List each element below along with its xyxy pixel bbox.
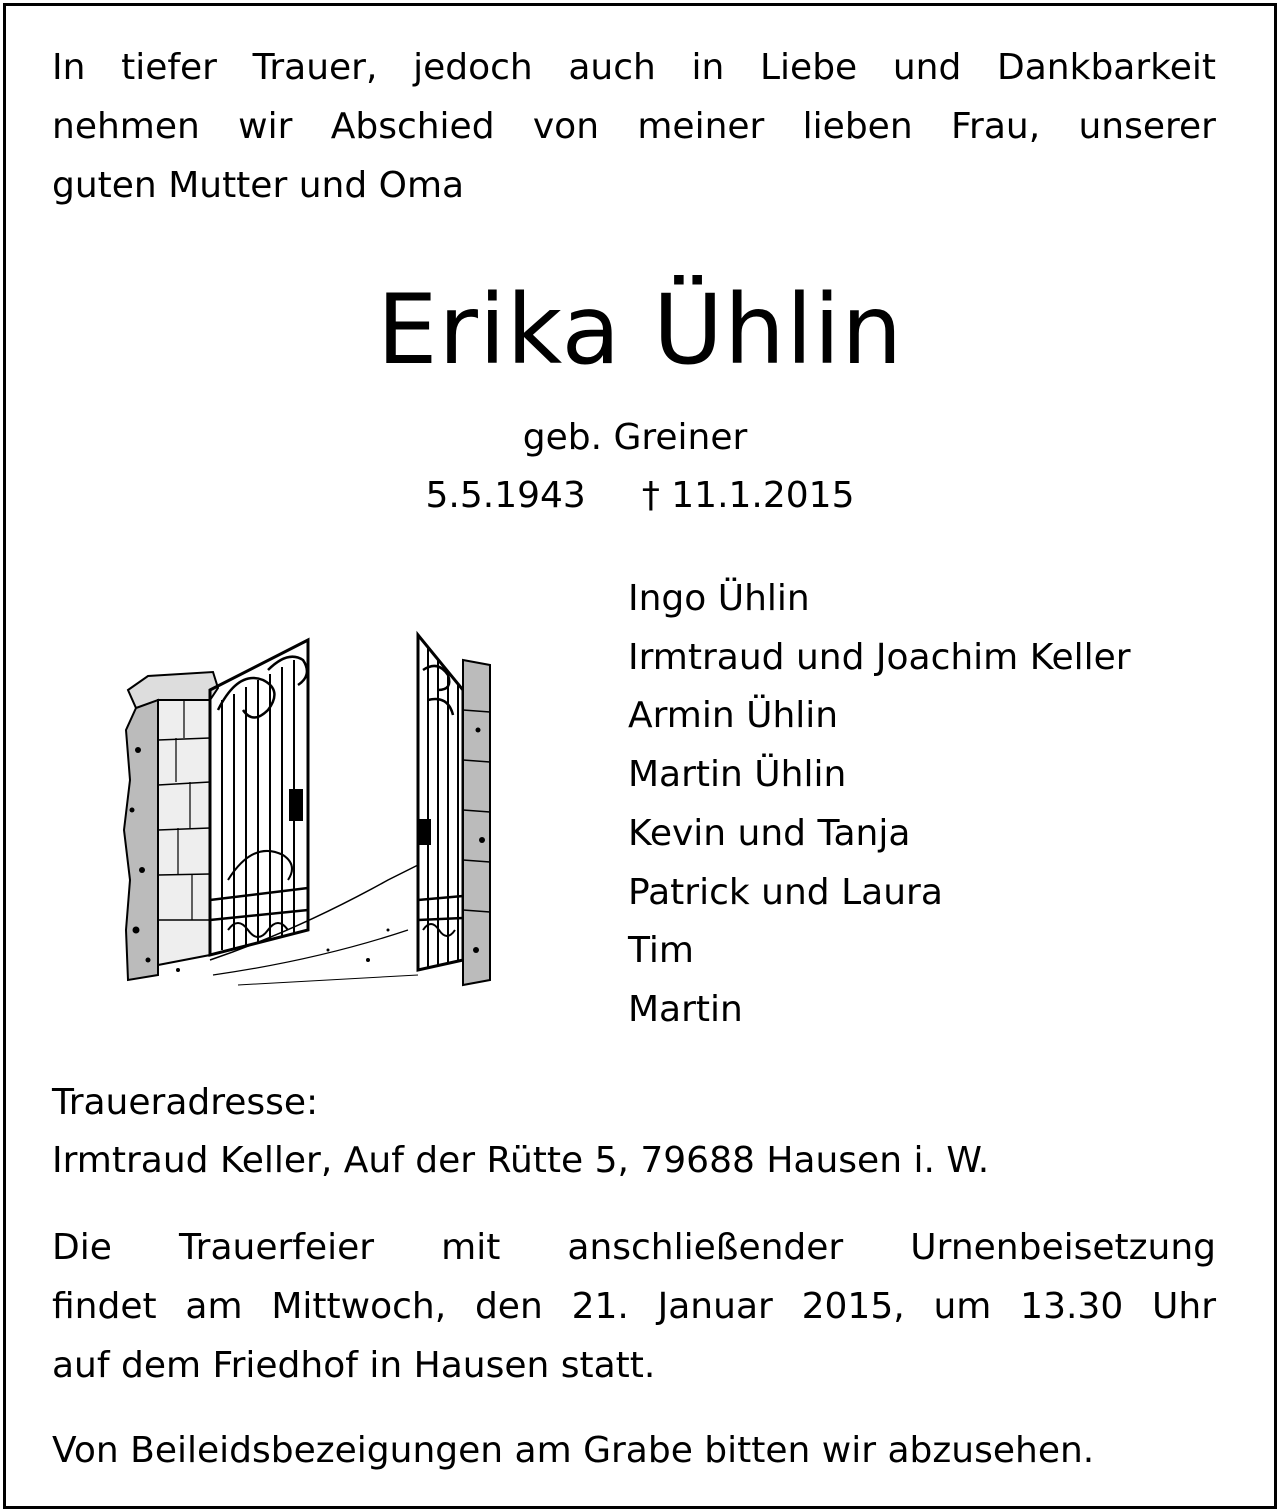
intro-text xyxy=(52,38,1216,215)
cross-icon: † xyxy=(641,475,660,516)
birth-name: geb. Greiner xyxy=(522,417,748,458)
ceremony-line: Die Trauerfeier mit anschließender Urnenbeisetzung xyxy=(52,1227,1216,1268)
ceremony-line: findet am Mittwoch, den 21. Januar 2015, um 13.30 Uhr xyxy=(52,1286,1216,1327)
family-list xyxy=(628,570,1131,1040)
open-cemetery-gate-illustration xyxy=(118,630,498,990)
list-item: Martin Ühlin xyxy=(628,754,847,796)
list-item: Tim xyxy=(628,930,694,972)
intro-line: nehmen wir Abschied von meiner lieben Frau, unserer xyxy=(52,106,1216,147)
list-item: Armin Ühlin xyxy=(628,695,839,737)
address-text: Irmtraud Keller, Auf der Rütte 5, 79688 Hausen i. W. xyxy=(52,1140,990,1181)
address-label: Traueradresse: xyxy=(52,1082,319,1123)
list-item: Ingo Ühlin xyxy=(628,578,810,619)
mourning-address xyxy=(52,1074,1216,1190)
list-item: Patrick und Laura xyxy=(628,871,943,913)
list-item: Martin xyxy=(628,988,743,1030)
birth-date: 5.5.1943 xyxy=(425,475,586,516)
closing-note: Von Beileidsbezeigungen am Grabe bitten wir abzusehen. xyxy=(52,1430,1095,1471)
ceremony-line: auf dem Friedhof in Hausen statt. xyxy=(52,1345,656,1386)
deceased-name: Erika Ühlin xyxy=(376,274,904,386)
list-item: Kevin und Tanja xyxy=(628,812,911,854)
life-dates xyxy=(0,470,1280,522)
list-item: Irmtraud und Joachim Keller xyxy=(628,636,1131,678)
death-date: 11.1.2015 xyxy=(671,475,855,516)
intro-line: guten Mutter und Oma xyxy=(52,165,465,206)
ceremony-text xyxy=(52,1218,1216,1395)
intro-line: In tiefer Trauer, jedoch auch in Liebe und Dankbarkeit xyxy=(52,47,1216,88)
